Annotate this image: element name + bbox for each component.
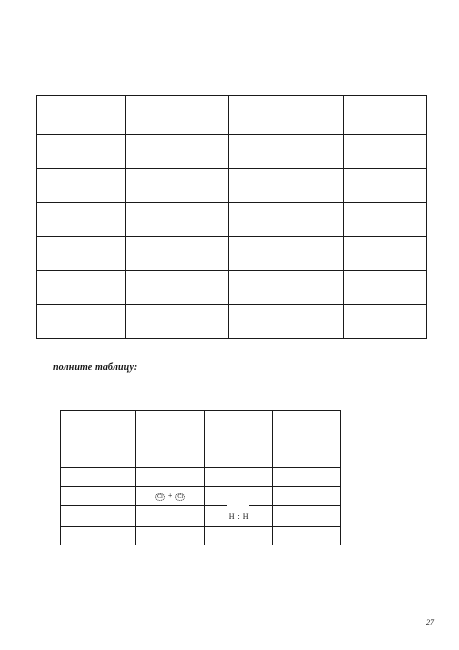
table-cell (273, 506, 341, 527)
table-cell (61, 487, 136, 506)
table-row (61, 487, 341, 506)
table-cell (61, 527, 136, 546)
bottom-table (60, 410, 341, 545)
table-row (37, 271, 427, 305)
table-cell (205, 487, 273, 506)
table-cell (61, 506, 136, 527)
table-cell (37, 169, 126, 203)
table-cell (125, 203, 229, 237)
table-row (37, 305, 427, 339)
table-cell (125, 169, 229, 203)
table-row (37, 237, 427, 271)
table-row (61, 468, 341, 487)
plus-sign: + (167, 491, 173, 500)
table-cell (125, 271, 229, 305)
table-cell (229, 96, 344, 135)
table-cell (273, 468, 341, 487)
table-cell (273, 411, 341, 468)
table-cell (229, 271, 344, 305)
lewis-atom-right (174, 491, 186, 501)
table-cell (344, 169, 427, 203)
table-cell (37, 237, 126, 271)
table-cell (205, 468, 273, 487)
table-header-row (37, 96, 427, 135)
table-row (37, 169, 427, 203)
table-row (61, 527, 341, 546)
table-cell (135, 506, 205, 527)
table-cell (205, 527, 273, 546)
table-cell (125, 237, 229, 271)
instruction-text: полните таблицу: (53, 362, 138, 373)
hydrogen-formula-cell (205, 506, 273, 527)
table-cell (37, 271, 126, 305)
table-cell (344, 96, 427, 135)
table-cell (273, 487, 341, 506)
table-cell (205, 411, 273, 468)
table-cell (37, 305, 126, 339)
table-cell (125, 96, 229, 135)
table-cell (344, 271, 427, 305)
table-row (61, 506, 341, 527)
lewis-atom-left (154, 491, 166, 501)
table-cell (344, 305, 427, 339)
table-header-row (61, 411, 341, 468)
table-cell (125, 135, 229, 169)
table-cell (344, 203, 427, 237)
table-cell (229, 169, 344, 203)
lewis-formula-cell (135, 487, 205, 506)
table-row (37, 203, 427, 237)
table-cell (37, 203, 126, 237)
lewis-atom-label: Cl (177, 494, 184, 500)
table-cell (61, 411, 136, 468)
table-cell (61, 468, 136, 487)
table-cell (135, 468, 205, 487)
table-cell (229, 203, 344, 237)
table-cell (125, 305, 229, 339)
border-gap (227, 505, 249, 507)
top-table (36, 95, 427, 339)
table-cell (37, 96, 126, 135)
table-cell (273, 527, 341, 546)
table-cell (135, 411, 205, 468)
table-cell (344, 135, 427, 169)
table-cell (37, 135, 126, 169)
lewis-atom-label: Cl (157, 494, 163, 500)
table-cell (229, 135, 344, 169)
table-row (37, 135, 427, 169)
hydrogen-formula: H : H (228, 511, 249, 521)
table-cell (135, 527, 205, 546)
table-cell (229, 305, 344, 339)
table-cell (344, 237, 427, 271)
table-cell (229, 237, 344, 271)
page-number: 27 (426, 618, 434, 627)
